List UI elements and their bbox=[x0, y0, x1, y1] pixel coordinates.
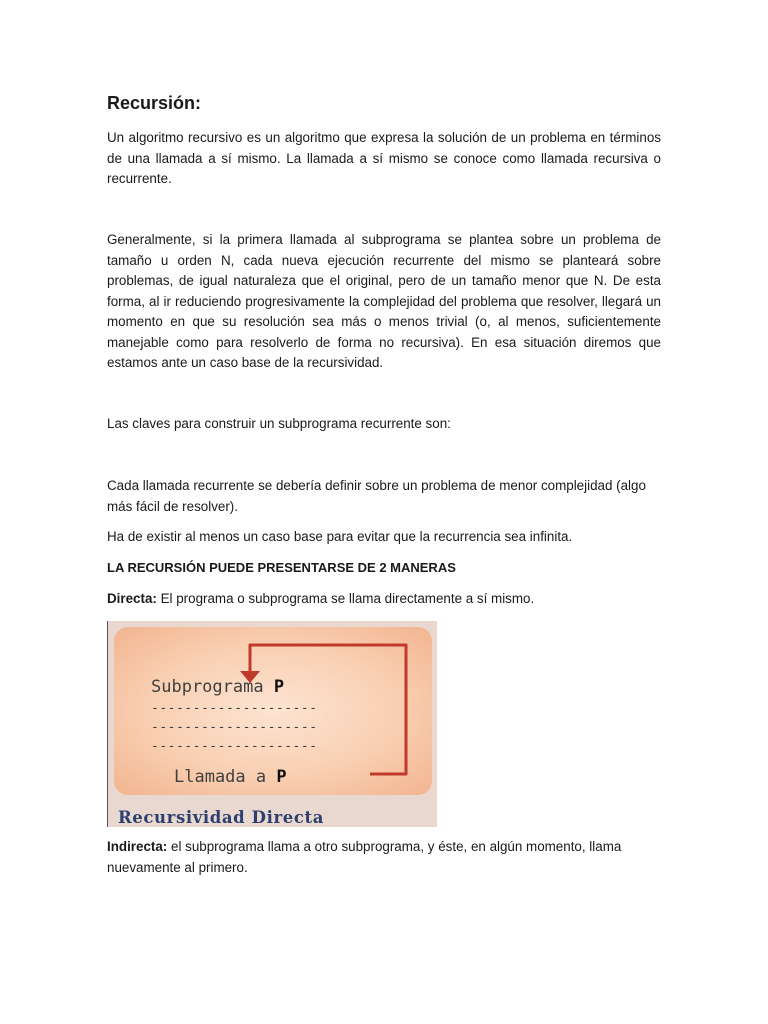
subprogram-line bbox=[151, 677, 284, 697]
dash-line-1: -------------------- bbox=[151, 701, 318, 716]
call-line bbox=[174, 767, 287, 787]
call-text: Llamada a bbox=[174, 767, 277, 787]
intro-paragraph: Un algoritmo recursivo es un algoritmo que expresa la solución de un problema en términos de una llamada a sí mismo. La llamada a sí mismo se conoce como llamada recursiva o recurrente. bbox=[107, 130, 661, 186]
subprogram-p: P bbox=[273, 677, 285, 697]
general-paragraph: Generalmente, si la primera llamada al subprograma se plantea sobre un problema de tamaño u orden N, cada nueva ejecución recurrente del mismo se planteará sobre problemas, de igual naturaleza que el original, pero de un tamaño menor que N. De esta forma, al ir reduciendo progresivamente la complejidad del problema que resolver, llegará un momento en que su resolución sea más o menos trivial (o, al menos, suficientemente manejable como para resolverlo de forma no recursiva). En esa situación diremos que estamos ante un caso base de la recursividad. bbox=[107, 232, 661, 370]
direct-text: El programa o subprograma se llama directamente a sí mismo. bbox=[156, 591, 535, 606]
dash-line-2: -------------------- bbox=[151, 720, 318, 735]
direct-label: Directa: bbox=[107, 591, 157, 606]
key-point-1: Cada llamada recurrente se debería definir sobre un problema de menor complejidad (algo más fácil de resolver). bbox=[107, 478, 646, 514]
recursion-diagram bbox=[107, 621, 437, 827]
key-point-2: Ha de existir al menos un caso base para evitar que la recurrencia sea infinita. bbox=[107, 529, 573, 544]
dash-line-3: -------------------- bbox=[151, 739, 318, 754]
call-p: P bbox=[276, 767, 287, 787]
direct-paragraph bbox=[107, 589, 661, 610]
section-heading: Recursión: bbox=[107, 93, 202, 113]
indirect-paragraph bbox=[107, 837, 661, 878]
indirect-text: el subprograma llama a otro subprograma, y éste, en algún momento, llama nuevamente al primero. bbox=[107, 839, 622, 875]
diagram-caption: Recursividad Directa bbox=[118, 808, 324, 827]
keys-paragraph: Las claves para construir un subprograma recurrente son: bbox=[107, 416, 451, 431]
indirect-label: Indirecta: bbox=[107, 839, 168, 854]
subprogram-text: Subprograma bbox=[151, 677, 274, 697]
ways-heading: LA RECURSIÓN PUEDE PRESENTARSE DE 2 MANERAS bbox=[107, 560, 456, 575]
